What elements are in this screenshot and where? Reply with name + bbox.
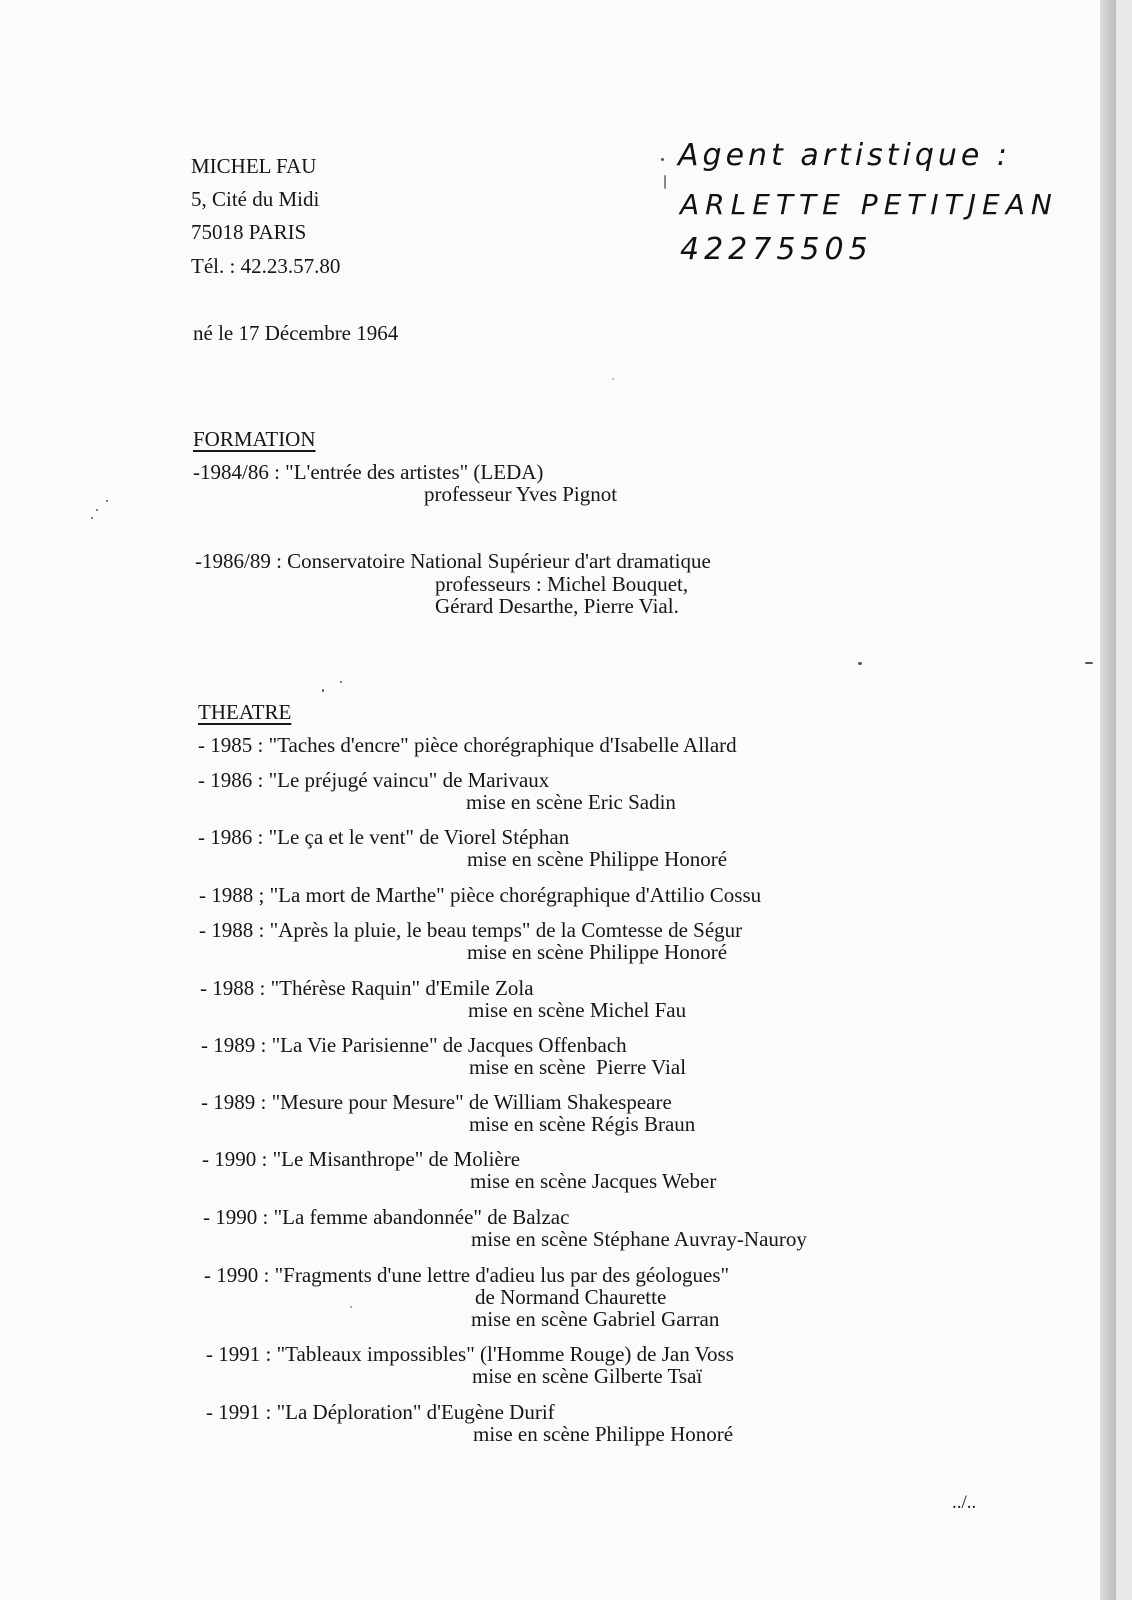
formation-entry-2-line3: Gérard Desarthe, Pierre Vial. xyxy=(435,594,679,618)
contact-name: MICHEL FAU xyxy=(191,154,317,178)
handwritten-agent-name: ARLETTE PETITJEAN xyxy=(680,188,1058,221)
continuation-mark: ../.. xyxy=(952,1492,977,1513)
contact-city: 75018 PARIS xyxy=(191,220,307,244)
theatre-entry-1990c: - 1990 : "Fragments d'une lettre d'adieu lus par des géologues" xyxy=(204,1263,730,1287)
theatre-entry-1991a: - 1991 : "Tableaux impossibles" (l'Homme Rouge) de Jan Voss xyxy=(206,1342,734,1366)
formation-heading: FORMATION xyxy=(193,427,316,451)
theatre-entry-1990a-director: mise en scène Jacques Weber xyxy=(470,1169,717,1193)
scan-speck xyxy=(661,158,664,161)
formation-entry-1-line2: professeur Yves Pignot xyxy=(424,482,618,506)
theatre-entry-1988a: - 1988 ; "La mort de Marthe" pièce chorégraphique d'Attilio Cossu xyxy=(199,883,762,907)
scan-speck xyxy=(91,517,93,519)
scan-speck xyxy=(340,681,342,683)
theatre-entry-1988b-director: mise en scène Philippe Honoré xyxy=(467,940,728,964)
theatre-entry-1991b: - 1991 : "La Déploration" d'Eugène Durif xyxy=(206,1400,555,1424)
birth-date: né le 17 Décembre 1964 xyxy=(193,321,399,345)
theatre-entry-1988c-director: mise en scène Michel Fau xyxy=(468,998,687,1022)
theatre-entry-1989a-director: mise en scène Pierre Vial xyxy=(469,1055,687,1079)
contact-phone: Tél. : 42.23.57.80 xyxy=(191,254,341,278)
theatre-entry-1989a: - 1989 : "La Vie Parisienne" de Jacques Offenbach xyxy=(201,1033,627,1057)
scan-speck xyxy=(1085,662,1093,664)
theatre-entry-1990b-director: mise en scène Stéphane Auvray-Nauroy xyxy=(471,1227,807,1251)
formation-entry-2-line2: professeurs : Michel Bouquet, xyxy=(435,572,689,596)
theatre-entry-1985: - 1985 : "Taches d'encre" pièce chorégraphique d'Isabelle Allard xyxy=(198,733,737,757)
theatre-entry-1991b-director: mise en scène Philippe Honoré xyxy=(473,1422,734,1446)
theatre-entry-1986a-director: mise en scène Eric Sadin xyxy=(466,790,676,814)
theatre-entry-1990c-director: mise en scène Gabriel Garran xyxy=(471,1307,720,1331)
scan-speck xyxy=(612,378,614,380)
formation-entry-2-line1: -1986/89 : Conservatoire National Supérieur d'art dramatique xyxy=(195,549,711,573)
scan-speck xyxy=(664,175,666,189)
scan-speck xyxy=(322,689,324,692)
handwritten-agent-label: Agent artistique : xyxy=(678,138,1012,173)
scan-speck xyxy=(858,662,862,665)
scan-edge xyxy=(1100,0,1116,1600)
contact-street: 5, Cité du Midi xyxy=(191,187,320,211)
theatre-entry-1990c-author: de Normand Chaurette xyxy=(475,1285,667,1309)
handwritten-agent-phone: 42275505 xyxy=(680,232,873,267)
theatre-entry-1989b: - 1989 : "Mesure pour Mesure" de William Shakespeare xyxy=(201,1090,672,1114)
theatre-entry-1988c: - 1988 : "Thérèse Raquin" d'Emile Zola xyxy=(200,976,534,1000)
scan-speck xyxy=(96,509,98,511)
theatre-entry-1988b: - 1988 : "Après la pluie, le beau temps" de la Comtesse de Ségur xyxy=(199,918,743,942)
theatre-entry-1986b: - 1986 : "Le ça et le vent" de Viorel Stéphan xyxy=(198,825,570,849)
theatre-entry-1990b: - 1990 : "La femme abandonnée" de Balzac xyxy=(203,1205,570,1229)
formation-entry-1-line1: -1984/86 : "L'entrée des artistes" (LEDA) xyxy=(193,460,544,484)
theatre-entry-1986a: - 1986 : "Le préjugé vaincu" de Marivaux xyxy=(198,768,550,792)
theatre-entry-1989b-director: mise en scène Régis Braun xyxy=(469,1112,696,1136)
scan-speck xyxy=(106,500,108,502)
theatre-entry-1986b-director: mise en scène Philippe Honoré xyxy=(467,847,728,871)
scan-speck xyxy=(350,1306,352,1308)
theatre-heading: THEATRE xyxy=(198,700,292,724)
theatre-entry-1990a: - 1990 : "Le Misanthrope" de Molière xyxy=(202,1147,521,1171)
theatre-entry-1991a-director: mise en scène Gilberte Tsaï xyxy=(472,1364,703,1388)
